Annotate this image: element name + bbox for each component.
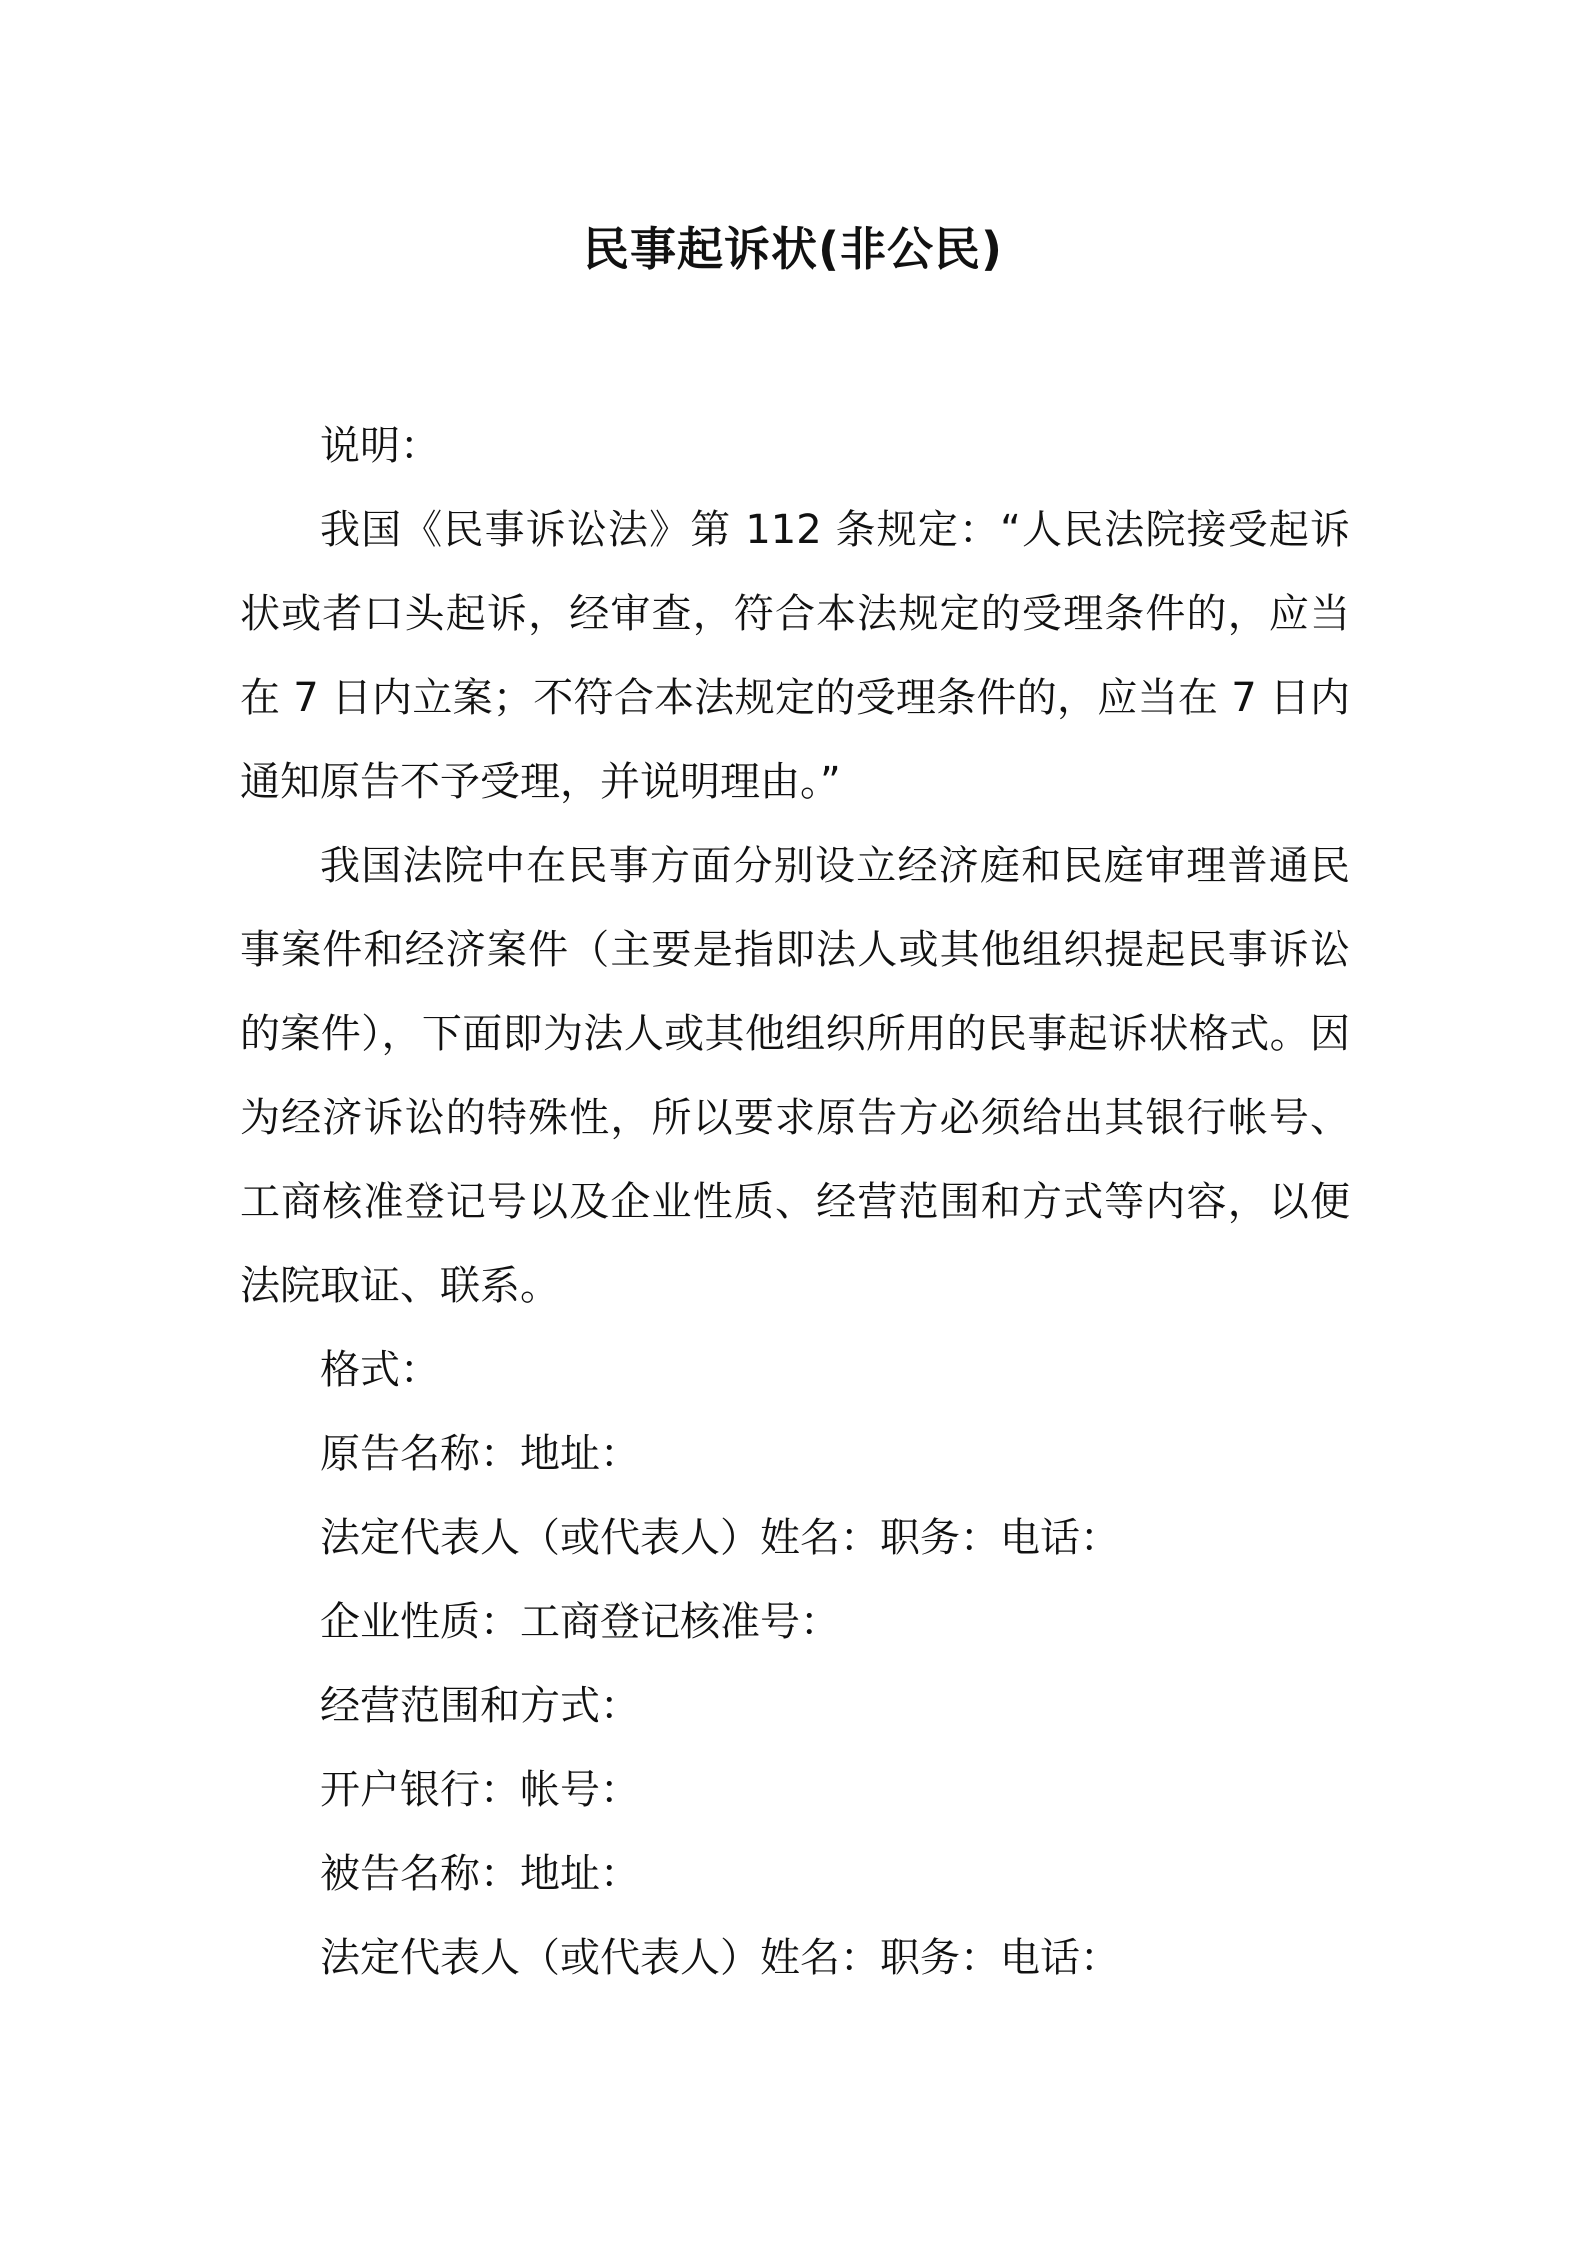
format-line-bank-account: 开户银行：帐号： bbox=[320, 1767, 640, 1813]
paragraph-economic-litigation: 我国法院中在民事方面分别设立经济庭和民庭审理普通民事案件和经济案件（主要是指即法人或其他组织提起民事诉讼的案件），下面即为法人或其他组织所用的民事起诉状格式。因为经济诉讼的特殊性，所以要求原告方必须给出其银行帐号、工商核准登记号以及企业性质、经营范围和方式等内容，以便法院取证、联系。 bbox=[240, 843, 1350, 1309]
format-line-plaintiff-name: 原告名称：地址： bbox=[320, 1431, 640, 1477]
explanation-heading: 说明： bbox=[320, 423, 440, 469]
format-heading: 格式： bbox=[320, 1347, 440, 1393]
format-line-plaintiff-representative: 法定代表人（或代表人）姓名：职务：电话： bbox=[320, 1515, 1120, 1561]
format-line-defendant-name: 被告名称：地址： bbox=[320, 1851, 640, 1897]
format-line-enterprise-nature: 企业性质：工商登记核准号： bbox=[320, 1599, 840, 1645]
document-body bbox=[240, 404, 1350, 2000]
paragraph-civil-procedure-law: 我国《民事诉讼法》第 112 条规定：“人民法院接受起诉状或者口头起诉，经审查，符合本法规定的受理条件的，应当在 7 日内立案；不符合本法规定的受理条件的，应当在 7 日内通知原告不予受理，并说明理由。” bbox=[240, 507, 1350, 805]
format-line-business-scope: 经营范围和方式： bbox=[320, 1683, 640, 1729]
document-title: 民事起诉状(非公民) bbox=[582, 222, 1004, 276]
format-line-defendant-representative: 法定代表人（或代表人）姓名：职务：电话： bbox=[320, 1935, 1120, 1981]
